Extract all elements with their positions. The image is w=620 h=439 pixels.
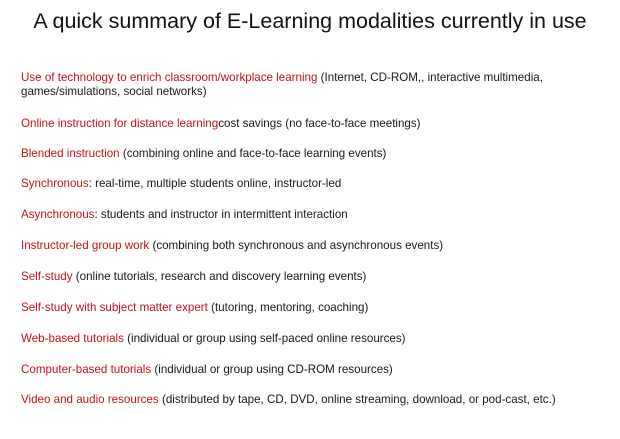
list-item bbox=[21, 301, 613, 315]
list-item bbox=[21, 147, 613, 161]
item-description: (Internet, CD-ROM,, interactive multimedia, games/simulations, social networks) bbox=[21, 71, 543, 98]
list-item bbox=[21, 332, 613, 346]
item-description: (distributed by tape, CD, DVD, online streaming, download, or pod-cast, etc.) bbox=[158, 393, 556, 406]
item-term: Web-based tutorials bbox=[21, 332, 124, 345]
item-term: Self-study with subject matter expert bbox=[21, 301, 208, 314]
item-description: (online tutorials, research and discovery learning events) bbox=[72, 270, 367, 283]
item-description: (individual or group using CD-ROM resources) bbox=[151, 363, 393, 376]
list-item bbox=[21, 270, 613, 284]
item-description: : real-time, multiple students online, instructor-led bbox=[88, 177, 342, 190]
list-item bbox=[21, 71, 613, 99]
item-term: Computer-based tutorials bbox=[21, 363, 152, 376]
item-term: Online instruction for distance learning bbox=[21, 117, 219, 130]
item-term: Asynchronous bbox=[21, 208, 95, 221]
item-term: Instructor-led group work bbox=[21, 239, 150, 252]
item-term: Video and audio resources bbox=[21, 393, 159, 406]
list-item bbox=[21, 363, 613, 377]
item-term: Blended instruction bbox=[21, 147, 120, 160]
list-item bbox=[21, 177, 613, 191]
list-item bbox=[21, 117, 613, 131]
list-item bbox=[21, 239, 613, 253]
list-item bbox=[21, 393, 613, 407]
modality-list bbox=[21, 71, 613, 407]
item-term: Use of technology to enrich classroom/workplace learning bbox=[21, 71, 318, 84]
item-description: (individual or group using self-paced online resources) bbox=[123, 332, 406, 345]
item-description: (combining online and face-to-face learning events) bbox=[119, 147, 387, 160]
item-term: Synchronous bbox=[21, 177, 89, 190]
item-description: (tutoring, mentoring, coaching) bbox=[207, 301, 369, 314]
item-description: (combining both synchronous and asynchronous events) bbox=[149, 239, 444, 252]
list-item bbox=[21, 208, 613, 222]
item-description: : students and instructor in intermittent interaction bbox=[94, 208, 348, 221]
page-title: A quick summary of E-Learning modalities currently in use bbox=[33, 9, 587, 33]
item-term: Self-study bbox=[21, 270, 73, 283]
item-description: cost savings (no face-to-face meetings) bbox=[218, 117, 421, 130]
